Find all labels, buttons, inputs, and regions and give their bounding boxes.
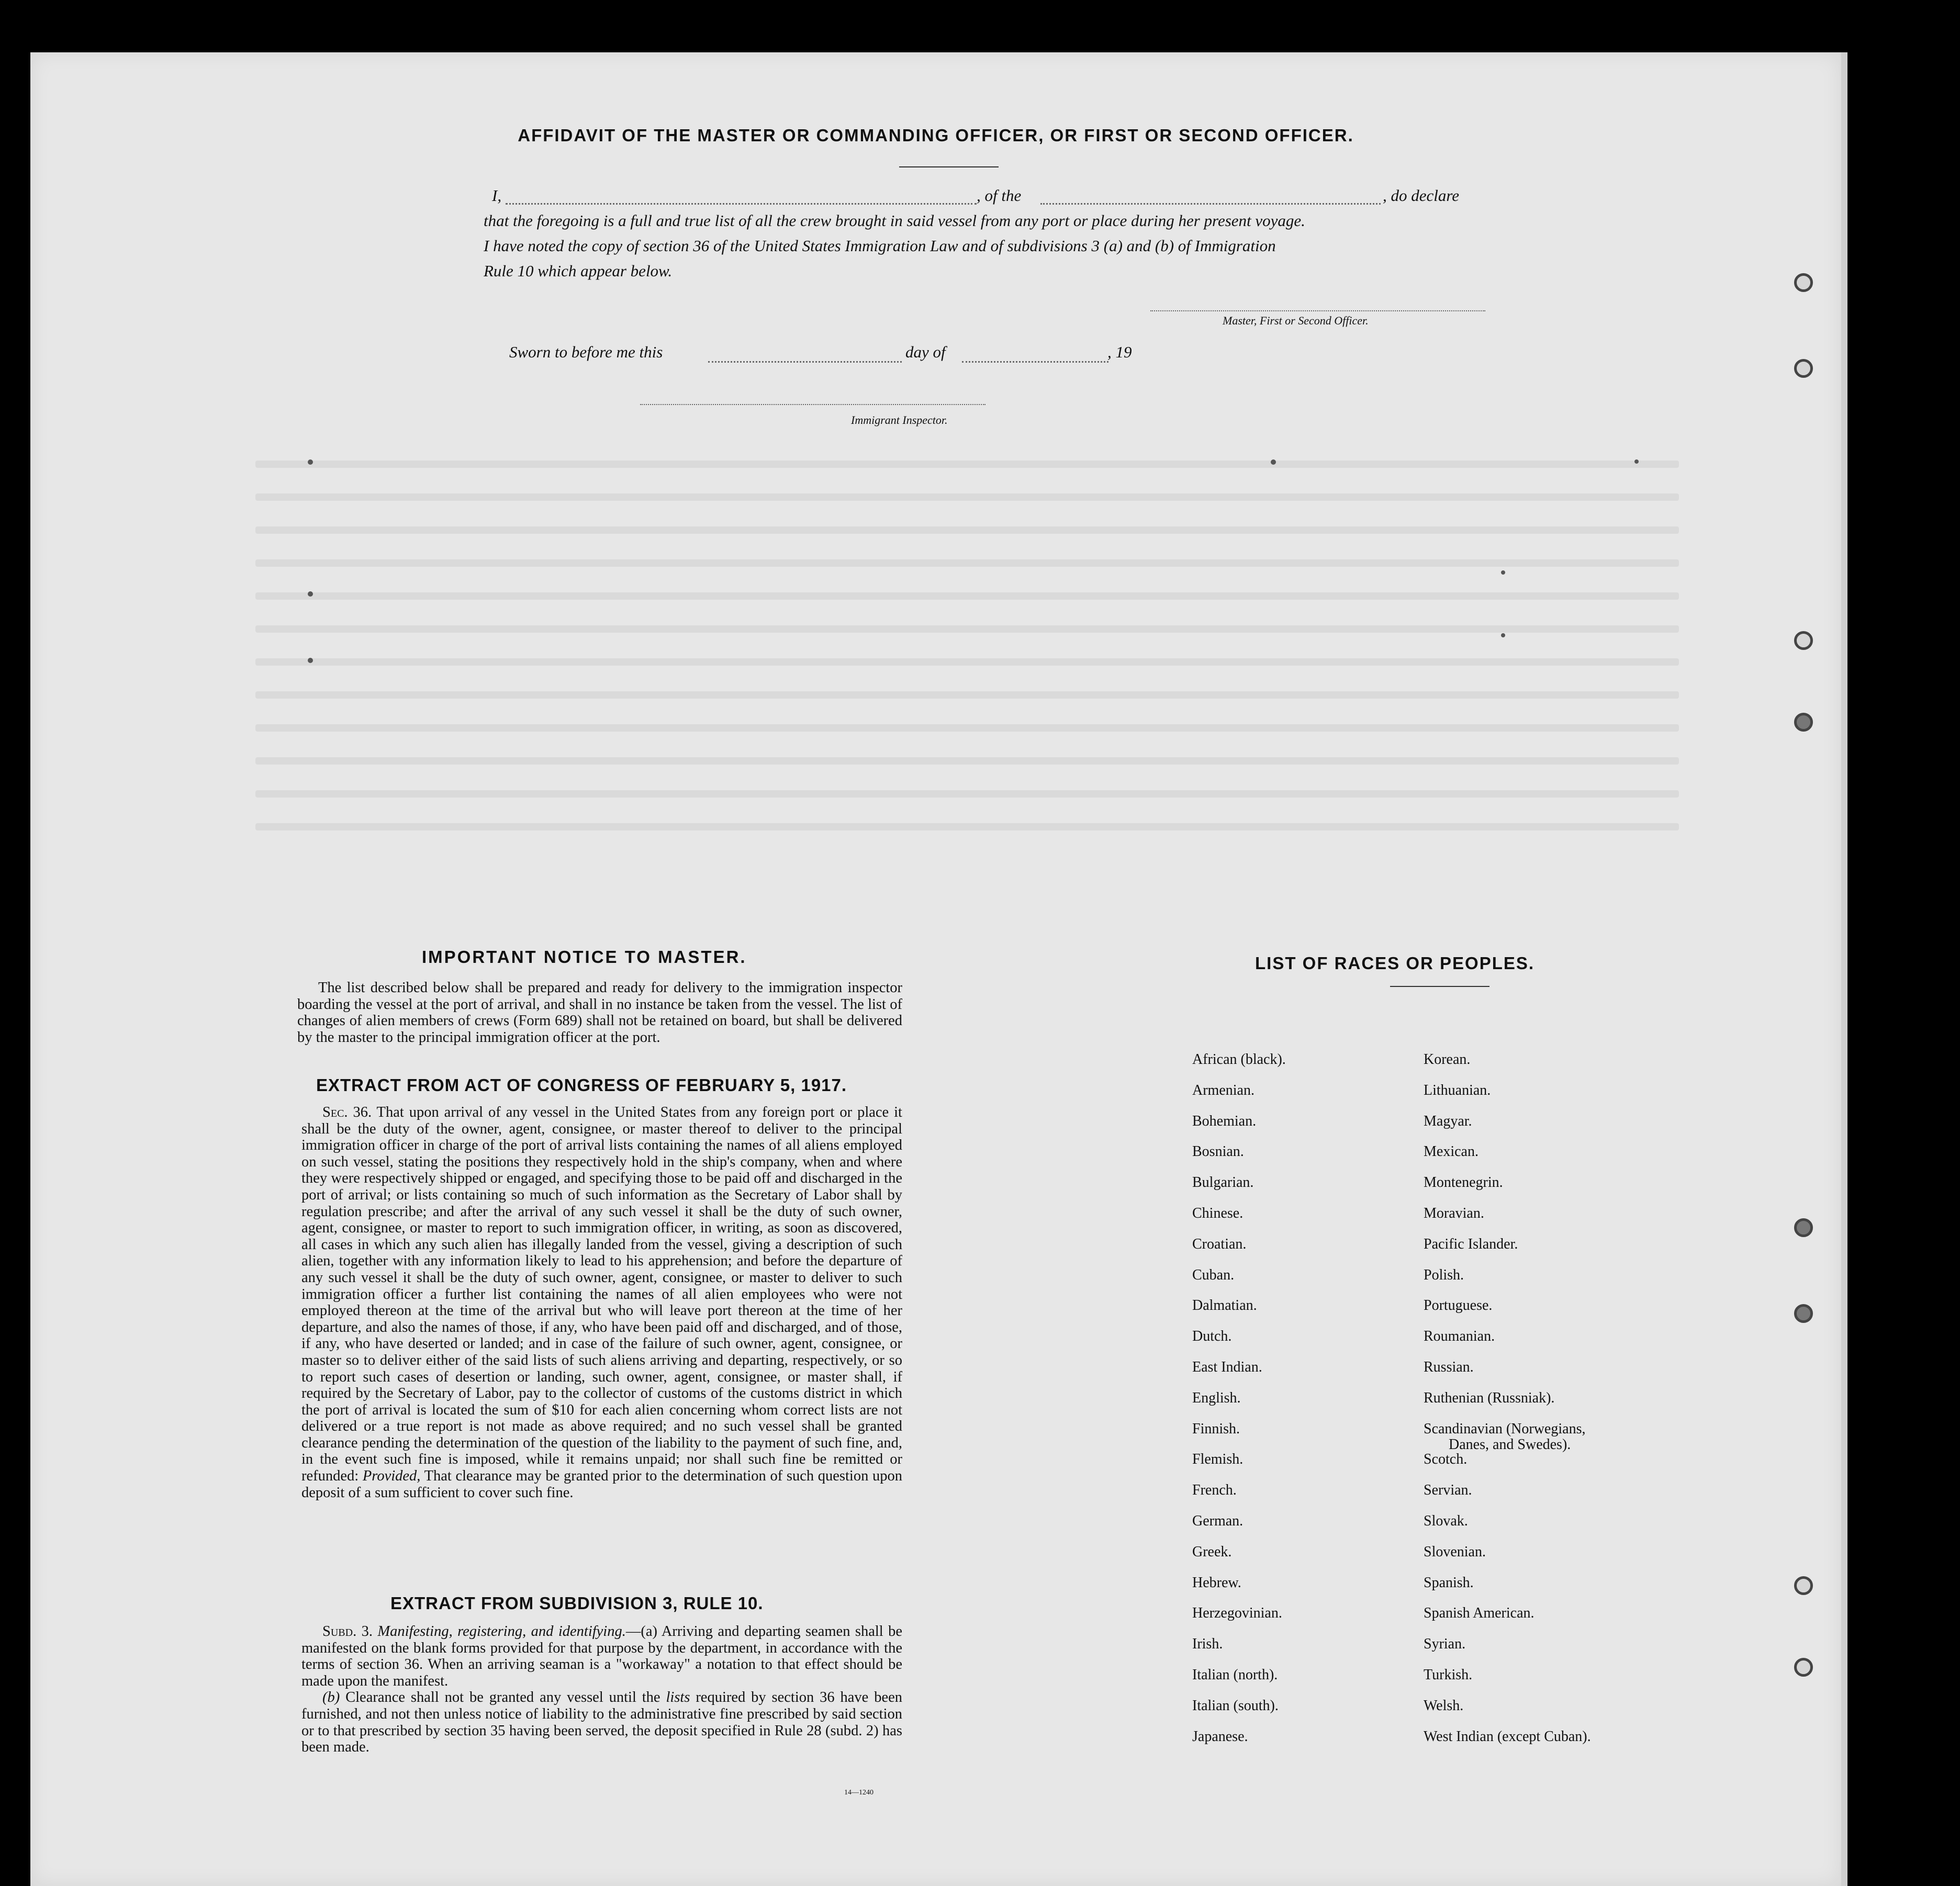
race-item: Dutch. <box>1192 1328 1232 1345</box>
race-item: Spanish American. <box>1424 1605 1535 1622</box>
affidavit-declare: , do declare <box>1383 186 1460 205</box>
bleed-through-line <box>255 724 1679 732</box>
day-of-text: day of <box>905 343 946 361</box>
bleed-through-mark <box>308 591 313 597</box>
inspector-signature-line <box>640 404 985 405</box>
race-item: Hebrew. <box>1192 1574 1241 1591</box>
race-item: German. <box>1192 1512 1244 1529</box>
rule10-body-a: —(a) Arriving and departing seamen shall be manifested on the blank forms provided for that purpose by the department, in accordance with the terms of section 36. When an arriving seaman is a "workaway" a notation to that effect should be made upon the manifest. <box>301 1623 903 1689</box>
race-item: Montenegrin. <box>1424 1174 1503 1191</box>
rule10-text <box>301 1623 902 1756</box>
race-item: Italian (south). <box>1192 1697 1279 1714</box>
scan-border-top <box>0 0 1960 52</box>
race-item: West Indian (except Cuban). <box>1424 1728 1591 1745</box>
bleed-through-mark <box>308 658 313 663</box>
race-item: Magyar. <box>1424 1113 1472 1129</box>
binder-hole-icon <box>1794 1576 1813 1595</box>
races-title: LIST OF RACES OR PEOPLES. <box>1255 953 1535 973</box>
race-item: Mexican. <box>1424 1143 1479 1160</box>
rule10-body-b2: required by section 36 have been furnished, and not then unless notice of liability to the administrative fine prescribed by said section or to that prescribed by section 35 having been served, the deposit specified in Rule 28 (subd. 2) has been made. <box>301 1689 903 1756</box>
act-body: That upon arrival of any vessel in the United States from any foreign port or place it shall be the duty of the owner, agent, consignee, or master thereof to deliver to the principal immigration officer in charge of the port of arrival lists containing the names of all aliens employed on such vessel, stating the positions they respectively hold in the ship's company, when and where they were respectively shipped or engaged, and specifying those to be paid off and discharged in the port of arrival; or lists containing so much of such information as the Secretary of Labor shall by regulation prescribe; and after the arrival of any such vessel it shall be the duty of such owner, agent, consignee, or master to report to such immigration officer, in writing, as soon as discovered, all cases in which any such alien has illegally landed from the vessel, giving a description of such alien, together with any information likely to lead to his apprehension; and before the departure of any such vessel it shall be the duty of such owner, agent, consignee, or master to deliver to such immigration officer a further list containing the names of all alien employees who were not employed thereon at the time of the arrival but who will leave port thereon at the time of her departure, and also the names of those, if any, who have been paid off and discharged, and of those, if any, who have deserted or landed; and in case of the failure of such owner, agent, consignee, or master so to deliver either of the said lists of such aliens arriving and departing, respectively, or so to report such cases of desertion or landing, such owner, agent, consignee, or master shall, if required by the Secretary of Labor, pay to the collector of customs of the customs district in which the port of arrival is located the sum of $10 for each alien concerning whom correct lists are not delivered or a true report is not made as above required; and no such vessel shall be granted clearance pending the determination of the question of the liability to the payment of such fine, and, in the event such fine is imposed, while it remains unpaid; nor shall such fine be remitted or refunded: <box>301 1104 902 1485</box>
act-text <box>301 1104 902 1501</box>
race-item: Scotch. <box>1424 1451 1468 1468</box>
race-item: Dalmatian. <box>1192 1297 1257 1314</box>
race-item: Croatian. <box>1192 1236 1247 1252</box>
race-item-scandinavian <box>1424 1421 1591 1452</box>
race-item: Spanish. <box>1424 1574 1474 1591</box>
bleed-through-line <box>255 592 1679 600</box>
race-item: Welsh. <box>1424 1697 1464 1714</box>
race-item: Slovenian. <box>1424 1543 1486 1560</box>
race-item: Finnish. <box>1192 1420 1240 1437</box>
month-blank <box>962 361 1108 363</box>
provided-word: Provided, <box>362 1468 421 1485</box>
race-item: English. <box>1192 1389 1241 1406</box>
race-item: Irish. <box>1192 1636 1223 1653</box>
race-item: African (black). <box>1192 1051 1286 1068</box>
race-item: Russian. <box>1424 1359 1474 1375</box>
inspector-caption: Immigrant Inspector. <box>851 413 948 426</box>
race-item: Flemish. <box>1192 1451 1244 1468</box>
race-item: Slovak. <box>1424 1512 1468 1529</box>
affidavit-line-4: Rule 10 which appear below. <box>484 262 673 280</box>
bleed-through-line <box>255 691 1679 699</box>
bleed-through-line <box>255 658 1679 666</box>
race-item: Herzegovinian. <box>1192 1605 1282 1622</box>
affidavit-line-2: that the foregoing is a full and true list of all the crew brought in said vessel from any port or place during her present voyage. <box>484 211 1305 230</box>
year-text: , 19 <box>1107 343 1132 361</box>
bleed-through-mark <box>1271 459 1276 465</box>
bleed-through-mark <box>308 459 313 465</box>
act-title: EXTRACT FROM ACT OF CONGRESS OF FEBRUARY 5, 1917. <box>316 1075 847 1095</box>
bleed-through-line <box>255 493 1679 501</box>
race-item: Roumanian. <box>1424 1328 1495 1345</box>
title-rule <box>899 166 999 167</box>
bleed-through-line <box>255 823 1679 830</box>
races-right-column <box>1424 1052 1591 1759</box>
race-item: Chinese. <box>1192 1205 1244 1221</box>
race-item: Turkish. <box>1424 1666 1473 1683</box>
affidavit-line-3: I have noted the copy of section 36 of the United States Immigration Law and of subdivisions 3 (a) and (b) of Immigration <box>484 237 1276 255</box>
race-item: Syrian. <box>1424 1636 1466 1653</box>
bleed-through-line <box>255 757 1679 765</box>
race-item: Pacific Islander. <box>1424 1236 1518 1252</box>
sworn-day-blank <box>708 361 902 363</box>
binder-hole-icon <box>1794 1218 1813 1237</box>
race-item: Bosnian. <box>1192 1143 1244 1160</box>
bleed-through-line <box>255 790 1679 798</box>
race-item: Portuguese. <box>1424 1297 1493 1314</box>
races-title-rule <box>1390 986 1489 987</box>
bleed-through-line <box>255 625 1679 633</box>
race-item: Bulgarian. <box>1192 1174 1254 1191</box>
race-item: Japanese. <box>1192 1728 1248 1745</box>
race-item-line-1: Scandinavian (Norwegians, <box>1424 1420 1586 1437</box>
race-item-line-2: Danes, and Swedes). <box>1449 1436 1571 1453</box>
bleed-through-mark <box>1501 570 1505 575</box>
rule10-b-label: (b) <box>322 1689 340 1706</box>
subdivision-label: Subd. 3. <box>322 1623 373 1640</box>
race-item: Moravian. <box>1424 1205 1484 1221</box>
race-item: Lithuanian. <box>1424 1082 1491 1098</box>
sheet-edge <box>1841 52 1847 1886</box>
race-item: East Indian. <box>1192 1359 1262 1375</box>
notice-body: The list described below shall be prepared and ready for delivery to the immigration inspector boarding the vessel at the port of arrival, and shall in no instance be taken from the vessel. The list of changes of alien members of crews (Form 689) shall not be retained on board, but shall be delivered by the master to the principal immigration officer at the port. <box>297 980 902 1046</box>
race-item: Korean. <box>1424 1051 1471 1068</box>
sworn-text: Sworn to before me this <box>509 343 663 361</box>
affidavit-of-the: , of the <box>977 186 1022 205</box>
races-left-column <box>1192 1052 1286 1759</box>
bleed-through-line <box>255 461 1679 468</box>
binder-hole-icon <box>1794 1304 1813 1323</box>
binder-hole-icon <box>1794 273 1813 292</box>
lists-word: lists <box>666 1689 690 1706</box>
bleed-through-mark <box>1501 633 1505 637</box>
race-item: Italian (north). <box>1192 1666 1278 1683</box>
race-item: Cuban. <box>1192 1266 1235 1283</box>
rule10-body-b1: Clearance shall not be granted any vessel until the <box>345 1689 660 1706</box>
race-item: French. <box>1192 1482 1237 1499</box>
rule10-heading: Manifesting, registering, and identifying. <box>377 1623 626 1640</box>
race-item: Ruthenian (Russniak). <box>1424 1389 1555 1406</box>
race-item: Servian. <box>1424 1482 1472 1499</box>
master-signature-line <box>1150 310 1485 311</box>
binder-hole-icon <box>1794 1658 1813 1677</box>
affidavit-title: AFFIDAVIT OF THE MASTER OR COMMANDING OFFICER, OR FIRST OR SECOND OFFICER. <box>518 126 1354 145</box>
master-caption: Master, First or Second Officer. <box>1223 314 1369 327</box>
bleed-through-line <box>255 526 1679 534</box>
vessel-blank <box>1040 203 1381 205</box>
act-body-end: That clearance may be granted prior to the determination of such question upon deposit of a sum sufficient to cover such fine. <box>301 1468 902 1501</box>
binder-hole-icon <box>1794 631 1813 650</box>
rule10-title: EXTRACT FROM SUBDIVISION 3, RULE 10. <box>390 1593 764 1613</box>
notice-text <box>297 980 902 1046</box>
race-item: Polish. <box>1424 1266 1464 1283</box>
bleed-through-line <box>255 559 1679 567</box>
race-item: Greek. <box>1192 1543 1232 1560</box>
affidavit-i: I, <box>492 186 502 205</box>
form-number: 14—1240 <box>844 1789 873 1797</box>
binder-hole-icon <box>1794 359 1813 378</box>
race-item: Bohemian. <box>1192 1113 1257 1129</box>
document-sheet <box>30 52 1841 1886</box>
name-blank <box>506 203 977 205</box>
race-item: Armenian. <box>1192 1082 1255 1098</box>
bleed-through-mark <box>1634 459 1639 464</box>
notice-title: IMPORTANT NOTICE TO MASTER. <box>422 947 747 967</box>
section-label: Sec. 36. <box>322 1104 372 1120</box>
binder-hole-icon <box>1794 713 1813 732</box>
